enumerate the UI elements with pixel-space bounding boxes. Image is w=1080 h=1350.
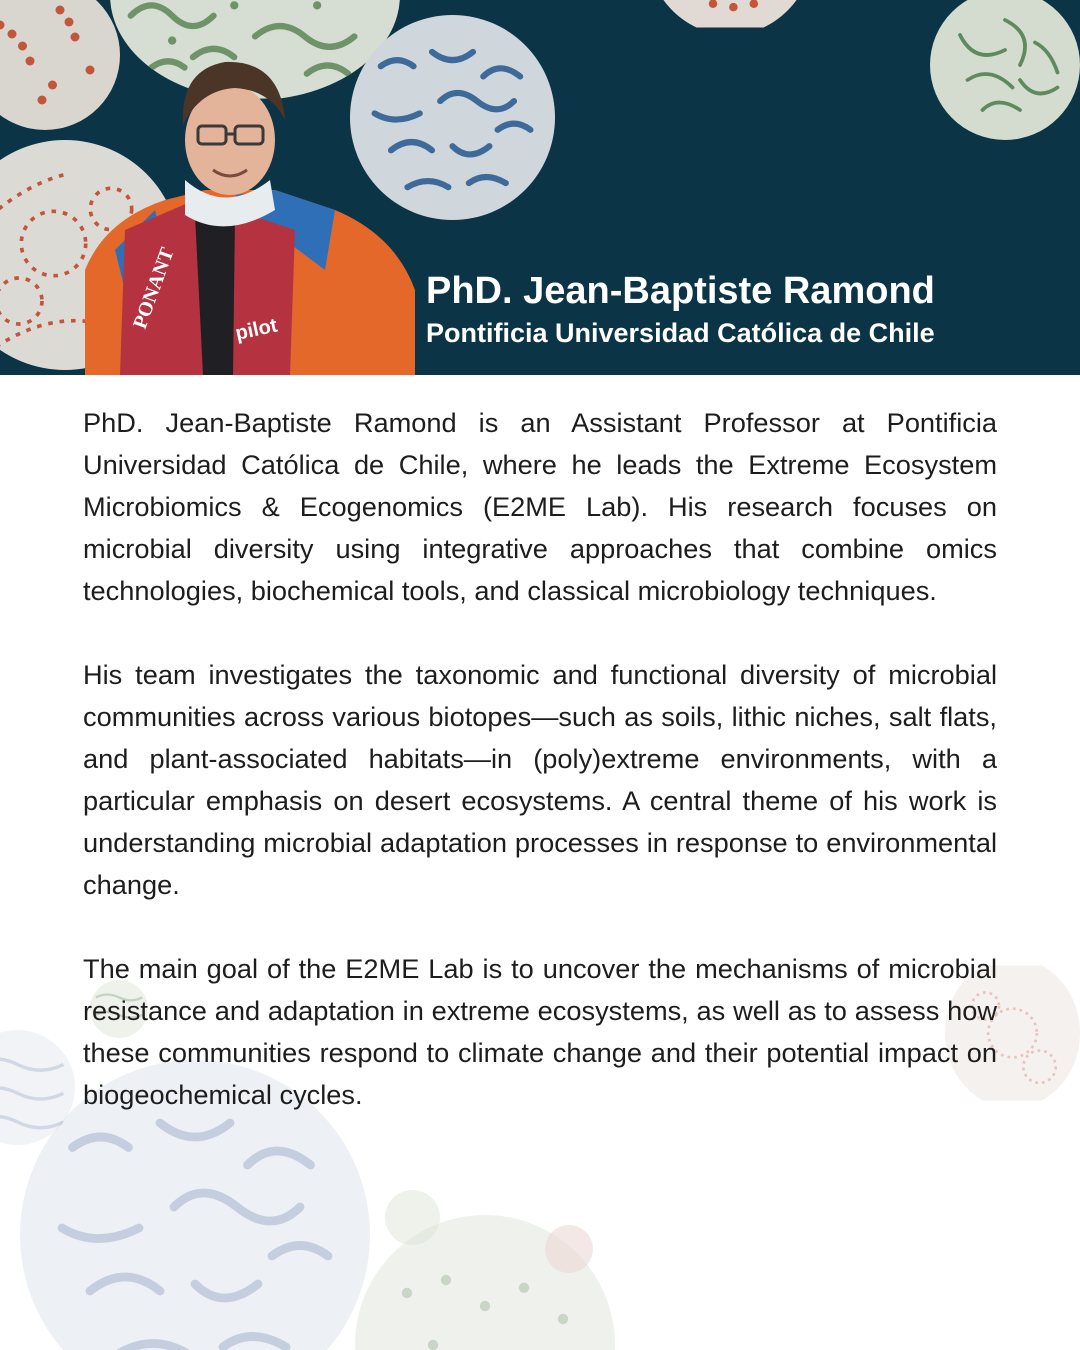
microbe-circle-icon <box>930 0 1080 140</box>
header-banner <box>0 0 1080 375</box>
bio-paragraph: PhD. Jean-Baptiste Ramond is an Assistant Professor at Pontificia Universidad Católica de Chile, where he leads the Extreme Ecosystem Microbiomics & Ecogenomics (E2ME Lab). His research focuses on microbial diversity using integrative approaches that combine omics technologies, biochemical tools, and classical microbiology techniques. <box>83 407 997 606</box>
microbe-circle-icon <box>645 0 815 35</box>
portrait-photo <box>85 40 415 375</box>
svg-text:pilot: pilot <box>233 314 280 345</box>
bio-paragraph: His team investigates the taxonomic and functional diversity of microbial communities across various biotopes—such as soils, lithic niches, salt flats, and plant-associated habitats—in (poly)extreme environments, with a particular emphasis on desert ecosystems. A central theme of his work is understanding microbial adaptation processes in response to environmental change. <box>83 659 997 900</box>
microbe-circle-icon <box>545 1225 593 1273</box>
bio-text <box>83 402 997 1158</box>
bio-paragraph: The main goal of the E2ME Lab is to uncover the mechanisms of microbial resistance and adaptation in extreme ecosystems, as well as to assess how these communities respond to climate change and their potential impact on biogeochemical cycles. <box>83 953 997 1110</box>
svg-text:PONANT: PONANT <box>129 244 179 332</box>
microbe-circle-icon <box>385 1190 440 1245</box>
affiliation: Pontificia Universidad Católica de Chile <box>426 318 935 348</box>
person-name: PhD. Jean-Baptiste Ramond <box>426 270 935 312</box>
